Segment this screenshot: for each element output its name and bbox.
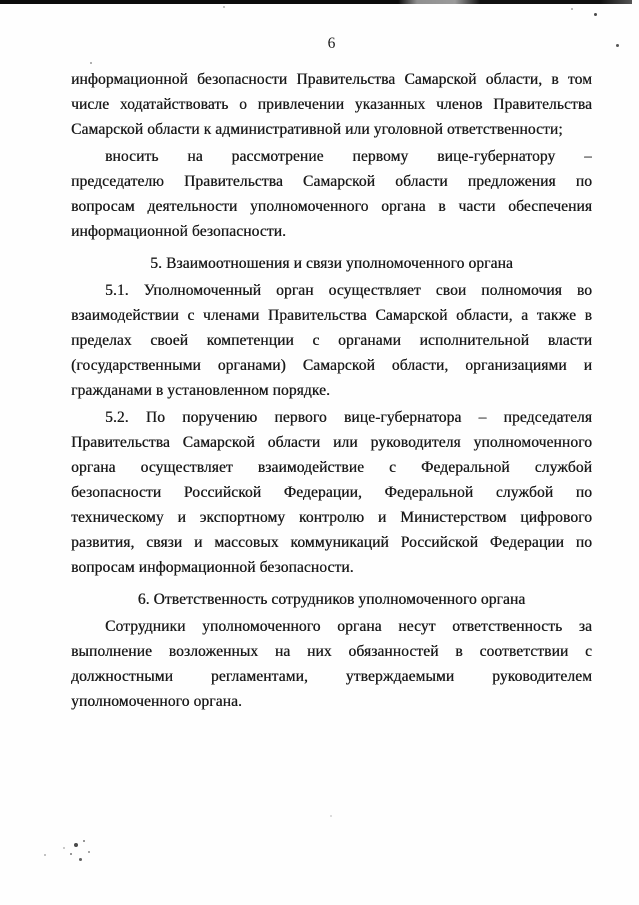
page-number: 6 (327, 35, 336, 52)
paragraph (71, 67, 592, 142)
text-line: пределах своей компетенции с органами исполнительной власти (71, 332, 592, 349)
text-line: председателю Правительства Самарской области предложения по (71, 173, 592, 190)
paragraph (71, 405, 592, 580)
scan-speck (63, 847, 65, 849)
scan-speck (79, 858, 82, 861)
text-line: уполномоченного органа. (71, 693, 242, 710)
text-line: техническому и экспортному контролю и Министерством цифрового (71, 509, 592, 526)
scan-speck (571, 8, 573, 10)
text-line: (государственными органами) Самарской области, организациями и (71, 357, 592, 374)
paragraph (71, 144, 592, 244)
text-line: выполнение возложенных на них обязанностей в соответствии с (71, 643, 592, 660)
scan-speck (90, 62, 92, 64)
text-line: должностными регламентами, утверждаемыми руководителем (71, 668, 592, 685)
text-line: вопросам информационной безопасности. (71, 559, 354, 576)
text-line: вопросам деятельности уполномоченного органа в части обеспечения (71, 198, 592, 215)
document-body (71, 31, 592, 714)
scan-speck (83, 840, 85, 842)
paragraph (71, 278, 592, 403)
text-line: органа осуществляет взаимодействие с Федеральной службой (71, 459, 592, 476)
text-line: Сотрудники уполномоченного органа несут ответственность за (105, 618, 592, 635)
scan-edge-artifact (0, 0, 632, 4)
scan-speck (88, 851, 90, 853)
text-line: 5.2. По поручению первого вице-губернатора – председателя (105, 409, 592, 426)
scan-speck (74, 843, 78, 847)
text-line: 5. Взаимоотношения и связи уполномоченного органа (150, 255, 513, 272)
text-line: безопасности Российской Федерации, Федеральной службой по (71, 484, 592, 501)
text-line: информационной безопасности Правительства Самарской области, в том (71, 71, 592, 88)
text-line: взаимодействии с членами Правительства Самарской области, а также в (71, 307, 592, 324)
scan-speck (616, 44, 619, 47)
section-heading (71, 251, 592, 276)
text-line: информационной безопасности. (71, 223, 286, 240)
text-line: 5.1. Уполномоченный орган осуществляет свои полномочия во (105, 282, 592, 299)
text-line: числе ходатайствовать о привлечении указанных членов Правительства (71, 96, 592, 113)
section-heading (71, 587, 592, 612)
scan-speck (330, 815, 332, 817)
text-line: гражданами в установленном порядке. (71, 382, 330, 399)
scan-speck (594, 13, 597, 16)
document-text (71, 67, 592, 714)
scan-speck (70, 853, 72, 855)
text-line: Правительства Самарской области или руководителя уполномоченного (71, 434, 592, 451)
text-line: Самарской области к административной или уголовной ответственности; (71, 121, 563, 138)
scan-speck (44, 854, 46, 856)
scan-speck (223, 6, 225, 8)
text-line: 6. Ответственность сотрудников уполномоченного органа (137, 591, 526, 608)
paragraph (71, 614, 592, 714)
text-line: вносить на рассмотрение первому вице-губернатору – (105, 148, 592, 165)
text-line: развития, связи и массовых коммуникаций Российской Федерации по (71, 534, 592, 551)
